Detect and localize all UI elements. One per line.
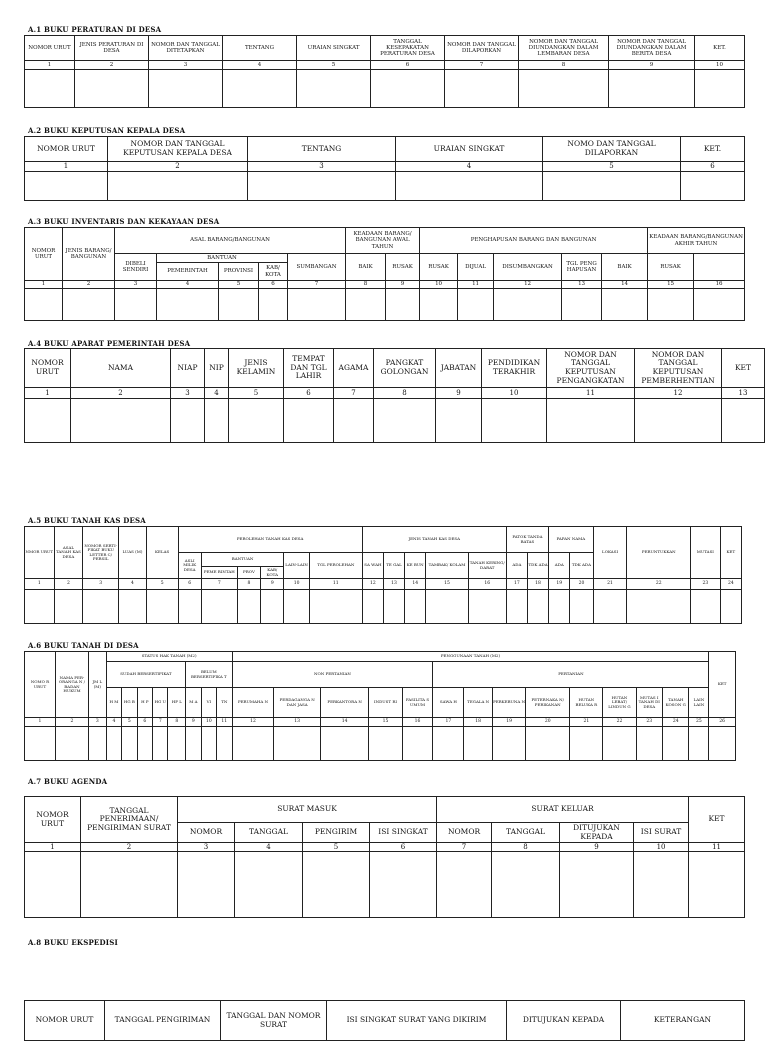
col-number: 5 xyxy=(219,281,259,289)
table-row xyxy=(25,70,745,108)
header-tentang: TENTANG xyxy=(223,36,297,61)
header-tn: TN xyxy=(217,688,233,718)
col-number: 7 xyxy=(437,843,492,852)
col-number: 1 xyxy=(25,843,81,852)
header-fasilitas-umum: FASILITA S UMUM xyxy=(402,688,433,718)
header-nomor-tanggal-dilaporkan: NOMO DAN TANGGAL DILAPORKAN xyxy=(543,137,681,162)
header-perdagangan: PERDAGANGA N DAN JASA xyxy=(274,688,320,718)
header-agama: AGAMA xyxy=(334,349,374,388)
header-perolehan: PEROLEHAN TANAH KAS DESA xyxy=(178,527,362,553)
header-nomor-tanggal-keputusan: NOMOR DAN TANGGAL KEPUTUSAN KEPALA DESA xyxy=(108,137,248,162)
col-number: 8 xyxy=(492,843,560,852)
table-buku-agenda xyxy=(24,796,745,918)
col-number: 10 xyxy=(634,843,689,852)
col-number: 3 xyxy=(83,579,119,590)
header-vi: VI xyxy=(201,688,216,718)
header-bantuan: BANTUAN xyxy=(157,254,288,263)
col-number: 1 xyxy=(25,281,63,289)
section-title-a4: A.4 BUKU APARAT PEMERINTAH DESA xyxy=(28,339,191,348)
col-number: 11 xyxy=(217,718,233,727)
header-perumahan: PERUMAHA N xyxy=(232,688,274,718)
col-number: 7 xyxy=(153,718,168,727)
header-nama: NAMA PER-ORANGA N / BADAN HUKUM xyxy=(55,652,88,718)
header-keputusan-pemberhentian: NOMOR DAN TANGGAL KEPUTUSAN PEMBERHENTIAN xyxy=(635,349,722,388)
header-hutan-lebat: HUTAN LEBAT/ LINDUN G xyxy=(603,688,636,718)
header-kelas: KELAS xyxy=(146,527,178,579)
col-number: 11 xyxy=(689,843,745,852)
header-nomor-urut: NOMOR URUT xyxy=(25,137,108,162)
col-number: 2 xyxy=(81,843,178,852)
header-mutasi: MUTASI xyxy=(691,527,721,579)
col-number: 3 xyxy=(178,843,235,852)
header-ma: M A xyxy=(186,688,201,718)
header-status-hak: STATUS HAK TANAH (M2) xyxy=(106,652,232,662)
header-jumlah: JM L (M) xyxy=(89,652,107,718)
col-number: 16 xyxy=(402,718,433,727)
col-number: 17 xyxy=(433,718,464,727)
section-title-a3: A.3 BUKU INVENTARIS DAN KEKAYAAN DESA xyxy=(28,217,220,226)
col-number: 5 xyxy=(543,162,681,172)
table-row xyxy=(25,590,742,624)
header-tempat-tgl-lahir: TEMPAT DAN TGL LAHIR xyxy=(284,349,334,388)
header-nomor-urut: NOMOR URUT xyxy=(25,797,81,843)
header-baik: BAIK xyxy=(346,254,386,281)
table-peraturan-desa xyxy=(24,35,745,108)
header-tegal: TE GAL xyxy=(383,553,404,579)
table-row xyxy=(25,727,736,761)
col-number: 4 xyxy=(205,388,229,399)
col-number: 5 xyxy=(122,718,137,727)
header-hutan-belukar: HUTAN BELUKA R xyxy=(570,688,603,718)
col-number: 9 xyxy=(186,718,201,727)
col-number: 3 xyxy=(171,388,205,399)
col-number: 2 xyxy=(55,718,88,727)
header-masuk-nomor: NOMOR xyxy=(178,823,235,843)
col-number: 6 xyxy=(681,162,745,172)
header-sumbangan: SUMBANGAN xyxy=(288,254,346,281)
header-peternakan: PETERNAKA N/ PERIKANAN xyxy=(526,688,570,718)
header-tanggal-penerimaan: TANGGAL PENERIMAAN/ PENGIRIMAN SURAT xyxy=(81,797,178,843)
header-tanggal-nomor-surat: TANGGAL DAN NOMOR SURAT xyxy=(221,1001,327,1041)
col-number: 15 xyxy=(648,281,694,289)
col-number: 3 xyxy=(248,162,396,172)
header-bantuan: BANTUAN xyxy=(201,553,284,567)
col-number: 10 xyxy=(420,281,458,289)
header-ditujukan-kepada: DITUJUKAN KEPADA xyxy=(507,1001,621,1041)
col-number: 17 xyxy=(506,579,527,590)
header-ket: KET xyxy=(709,652,736,718)
col-number: 13 xyxy=(383,579,404,590)
header-nomor-tanggal-ditetapkan: NOMOR DAN TANGGAL DITETAPKAN xyxy=(149,36,223,61)
header-luas: LUAS (M) xyxy=(119,527,147,579)
col-number: 23 xyxy=(691,579,721,590)
section-title-a7: A.7 BUKU AGENDA xyxy=(28,777,108,786)
header-hgb: HG B xyxy=(122,688,137,718)
col-number: 14 xyxy=(602,281,648,289)
section-title-a6: A.6 BUKU TANAH DI DESA xyxy=(28,641,139,650)
header-disumbangkan: DISUMBANGKAN xyxy=(494,254,562,281)
header-industri: INDUST RI xyxy=(369,688,402,718)
col-number: 8 xyxy=(346,281,386,289)
col-number: 6 xyxy=(259,281,288,289)
col-number: 4 xyxy=(235,843,303,852)
col-number: 9 xyxy=(386,281,420,289)
header-masuk-tanggal: TANGGAL xyxy=(235,823,303,843)
col-number: 25 xyxy=(689,718,709,727)
col-number: 4 xyxy=(106,718,121,727)
header-non-pertanian: NON PERTANIAN xyxy=(232,662,433,688)
table-row xyxy=(25,172,745,201)
col-number: 4 xyxy=(157,281,219,289)
header-nama: NAMA xyxy=(71,349,171,388)
header-rusak: RUSAK xyxy=(386,254,420,281)
header-ket: KET. xyxy=(695,36,745,61)
col-number: 1 xyxy=(25,579,55,590)
col-number: 10 xyxy=(201,718,216,727)
header-nomor-urut: NOMOR URUT xyxy=(25,349,71,388)
col-number: 2 xyxy=(54,579,83,590)
header-pemerintah: PEMERINTAH xyxy=(157,263,219,281)
col-number: 9 xyxy=(609,61,695,70)
table-row xyxy=(25,852,745,918)
col-number: 2 xyxy=(63,281,115,289)
col-number: 4 xyxy=(396,162,543,172)
header-niap: NIAP xyxy=(171,349,205,388)
header-sudah-bersertifikat: SUDAH BERSERTIFIKAT xyxy=(106,662,185,688)
col-number: 13 xyxy=(274,718,320,727)
header-papan-tidak-ada: TDK ADA xyxy=(570,553,593,579)
header-hpl: HP L xyxy=(168,688,186,718)
header-provinsi: PROVINSI xyxy=(219,263,259,281)
header-ket: KET. xyxy=(681,137,745,162)
header-nip: NIP xyxy=(205,349,229,388)
col-number: 10 xyxy=(482,388,547,399)
header-tambak: TAMBAK/ KOLAM xyxy=(426,553,468,579)
header-asli-milik-desa: ASLI MILIK DESA xyxy=(178,553,201,579)
header-lain-lain: LAIN LAIN xyxy=(689,688,709,718)
header-belum-bersertifikat: BELUM BERSERTIFIKA T xyxy=(186,662,232,688)
header-uraian-singkat: URAIAN SINGKAT xyxy=(297,36,371,61)
col-number: 5 xyxy=(303,843,370,852)
col-number: 24 xyxy=(720,579,741,590)
col-number: 13 xyxy=(722,388,765,399)
col-number: 9 xyxy=(261,579,284,590)
col-number: 8 xyxy=(237,579,260,590)
col-number: 16 xyxy=(468,579,506,590)
header-asal-tanah: ASAL TANAH KAS DESA xyxy=(54,527,83,579)
col-number: 18 xyxy=(527,579,548,590)
col-number: 21 xyxy=(570,718,603,727)
header-tanah-kering: TANAH KERING/ DARAT xyxy=(468,553,506,579)
header-asal-barang: ASAL BARANG/BANGUNAN xyxy=(115,228,346,254)
col-number: 12 xyxy=(635,388,722,399)
header-patok-ada: ADA xyxy=(506,553,527,579)
header-tentang: TENTANG xyxy=(248,137,396,162)
col-number: 6 xyxy=(137,718,152,727)
header-surat-masuk: SURAT MASUK xyxy=(178,797,437,823)
header-isi-singkat-surat: ISI SINGKAT SURAT YANG DIKIRIM xyxy=(327,1001,507,1041)
header-nomor-tanggal-dilaporkan: NOMOR DAN TANGGAL DILAPORKAN xyxy=(445,36,519,61)
header-keadaan-akhir: KEADAAN BARANG/BANGUNAN AKHIR TAHUN xyxy=(648,228,745,254)
col-number: 16 xyxy=(694,281,745,289)
table-row xyxy=(25,289,745,321)
col-number: 12 xyxy=(232,718,274,727)
header-keputusan-pengangkatan: NOMOR DAN TANGGAL KEPUTUSAN PENGANGKATAN xyxy=(547,349,635,388)
header-kab-kota: KAB/ KOTA xyxy=(261,567,284,579)
header-tegalan: TEGALA N xyxy=(464,688,493,718)
header-hgu: HG U xyxy=(153,688,168,718)
col-number: 2 xyxy=(71,388,171,399)
col-number: 3 xyxy=(89,718,107,727)
table-tanah-kas-desa xyxy=(24,526,742,624)
col-number: 23 xyxy=(636,718,662,727)
header-nomor-urut: NOMOR URUT xyxy=(25,228,63,281)
header-lain-lain: LAIN-LAIN xyxy=(284,553,309,579)
table-aparat-pemerintah xyxy=(24,348,765,443)
section-title-a5: A.5 BUKU TANAH KAS DESA xyxy=(28,516,146,525)
header-keluar-nomor: NOMOR xyxy=(437,823,492,843)
col-number: 7 xyxy=(445,61,519,70)
header-pangkat-golongan: PANGKAT GOLONGAN xyxy=(374,349,436,388)
header-keluar-isi-surat: ISI SURAT xyxy=(634,823,689,843)
header-keterangan: KETERANGAN xyxy=(621,1001,745,1041)
col-number: 6 xyxy=(371,61,445,70)
col-number: 11 xyxy=(458,281,494,289)
header-tanah-kosong: TANAH KOSON G xyxy=(662,688,688,718)
col-number: 6 xyxy=(178,579,201,590)
header-tgl-perolehan: TGL PEROLEHAN xyxy=(309,553,362,579)
header-kebun: KE BUN xyxy=(405,553,426,579)
col-number: 1 xyxy=(25,718,56,727)
col-number: 1 xyxy=(25,388,71,399)
header-pemerintah: PEME RINTAH xyxy=(201,567,237,579)
table-keputusan-kepala-desa xyxy=(24,136,745,201)
col-number: 3 xyxy=(149,61,223,70)
header-jenis-tanah: JENIS TANAH KAS DESA xyxy=(362,527,506,553)
header-rusak-hapus: RUSAK xyxy=(420,254,458,281)
header-ket: KET xyxy=(722,349,765,388)
col-number: 6 xyxy=(370,843,437,852)
col-number: 7 xyxy=(201,579,237,590)
col-number: 19 xyxy=(549,579,570,590)
col-number: 14 xyxy=(405,579,426,590)
section-title-a2: A.2 BUKU KEPUTUSAN KEPALA DESA xyxy=(28,126,186,135)
header-patok-tidak-ada: TDK ADA xyxy=(527,553,548,579)
header-nomor-urut: NOMOR URUT xyxy=(25,36,75,61)
header-peruntukkan: PERUNTUKKAN xyxy=(627,527,691,579)
col-number: 10 xyxy=(284,579,309,590)
col-number: 19 xyxy=(493,718,526,727)
header-mutasi: MUTAS I TANAH DI DESA xyxy=(636,688,662,718)
header-jenis-peraturan: JENIS PERATURAN DI DESA xyxy=(75,36,149,61)
section-title-a8: A.8 BUKU EKSPEDISI xyxy=(28,938,118,947)
col-number: 22 xyxy=(603,718,636,727)
header-sawah: SAWA H xyxy=(433,688,464,718)
header-hm: H M xyxy=(106,688,121,718)
header-papan-ada: ADA xyxy=(549,553,570,579)
col-number: 9 xyxy=(560,843,634,852)
col-number: 9 xyxy=(436,388,482,399)
col-number: 12 xyxy=(494,281,562,289)
header-dibeli-sendiri: DIBELI SENDIRI xyxy=(115,254,157,281)
header-kab-kota: KAB/ KOTA xyxy=(259,263,288,281)
header-penghapusan: PENGHAPUSAN BARANG DAN BANGUNAN xyxy=(420,228,648,254)
section-title-a1: A.1 BUKU PERATURAN DI DESA xyxy=(28,25,162,34)
header-surat-keluar: SURAT KELUAR xyxy=(437,797,689,823)
table-row xyxy=(25,399,765,443)
table-tanah-di-desa xyxy=(24,651,736,761)
header-hp: H P xyxy=(137,688,152,718)
col-number: 5 xyxy=(297,61,371,70)
header-rusak-akhir: RUSAK xyxy=(648,254,694,281)
col-number: 3 xyxy=(115,281,157,289)
header-pertanian: PERTANIAN xyxy=(433,662,709,688)
header-patok-batas: PATOK TANDA BATAS xyxy=(506,527,548,553)
col-number: 18 xyxy=(464,718,493,727)
header-keluar-tanggal: TANGGAL xyxy=(492,823,560,843)
header-lokasi: LOKASI xyxy=(593,527,627,579)
header-papan-nama: PAPAN NAMA xyxy=(549,527,593,553)
table-inventaris-desa xyxy=(24,227,745,321)
col-number: 20 xyxy=(570,579,593,590)
col-number: 21 xyxy=(593,579,627,590)
col-number: 2 xyxy=(108,162,248,172)
header-nomor-sertifikat: NOMOR SERTI-FIKAT BUKU LETTER C/ PERSIL xyxy=(83,527,119,579)
header-jenis-kelamin: JENIS KELAMIN xyxy=(229,349,284,388)
col-number: 20 xyxy=(526,718,570,727)
col-number: 11 xyxy=(309,579,362,590)
col-number: 13 xyxy=(562,281,602,289)
col-number: 22 xyxy=(627,579,691,590)
header-masuk-pengirim: PENGIRIM xyxy=(303,823,370,843)
header-jabatan: JABATAN xyxy=(436,349,482,388)
col-number: 26 xyxy=(709,718,736,727)
col-number: 15 xyxy=(426,579,468,590)
col-number: 1 xyxy=(25,162,108,172)
col-number: 7 xyxy=(288,281,346,289)
col-number: 5 xyxy=(146,579,178,590)
header-ket: KET xyxy=(689,797,745,843)
header-provinsi: PROV xyxy=(237,567,260,579)
header-pendidikan: PENDIDIKAN TERAKHIR xyxy=(482,349,547,388)
header-perkebunan: PERKEBUNA N xyxy=(493,688,526,718)
col-number: 8 xyxy=(168,718,186,727)
col-number: 7 xyxy=(334,388,374,399)
header-baik-akhir: BAIK xyxy=(602,254,648,281)
col-number: 1 xyxy=(25,61,75,70)
col-number: 6 xyxy=(284,388,334,399)
header-nomor-urut: NMOR URUT xyxy=(25,527,55,579)
header-nomor-urut: NOMO R URUT xyxy=(25,652,56,718)
header-keadaan-awal: KEADAAN BARANG/ BANGUNAN AWAL TAHUN xyxy=(346,228,420,254)
col-number: 14 xyxy=(320,718,369,727)
header-lembaran-desa: NOMOR DAN TANGGAL DIUNDANGKAN DALAM LEMBARAN DESA xyxy=(519,36,609,61)
header-ket: KET xyxy=(720,527,741,579)
col-number: 11 xyxy=(547,388,635,399)
header-masuk-isi-singkat: ISI SINGKAT xyxy=(370,823,437,843)
header-tgl-penghapusan: TGL PENG HAPUSAN xyxy=(562,254,602,281)
col-number: 8 xyxy=(519,61,609,70)
col-number: 24 xyxy=(662,718,688,727)
col-number: 4 xyxy=(119,579,147,590)
col-number: 4 xyxy=(223,61,297,70)
table-buku-ekspedisi xyxy=(24,1000,745,1041)
header-jenis-barang: JENIS BARANG/ BANGUNAN xyxy=(63,228,115,281)
header-berita-desa: NOMOR DAN TANGGAL DIUNDANGKAN DALAM BERITA DESA xyxy=(609,36,695,61)
header-tanggal-pengiriman: TANGGAL PENGIRIMAN xyxy=(105,1001,221,1041)
header-keluar-ditujukan: DITUJUKAN KEPADA xyxy=(560,823,634,843)
col-number: 5 xyxy=(229,388,284,399)
col-number: 8 xyxy=(374,388,436,399)
header-sawah: SA WAH xyxy=(362,553,383,579)
header-penggunaan: PENGGUNAAN TANAH (M2) xyxy=(232,652,709,662)
col-number: 10 xyxy=(695,61,745,70)
col-number: 12 xyxy=(362,579,383,590)
header-uraian-singkat: URAIAN SINGKAT xyxy=(396,137,543,162)
header-perkantoran: PERKANTORA N xyxy=(320,688,369,718)
header-nomor-urut: NOMOR URUT xyxy=(25,1001,105,1041)
header-tanggal-kesepakatan: TANGGAL KESEPAKATAN PERATURAN DESA xyxy=(371,36,445,61)
header-dijual: DIJUAL xyxy=(458,254,494,281)
col-number: 2 xyxy=(75,61,149,70)
col-number: 15 xyxy=(369,718,402,727)
